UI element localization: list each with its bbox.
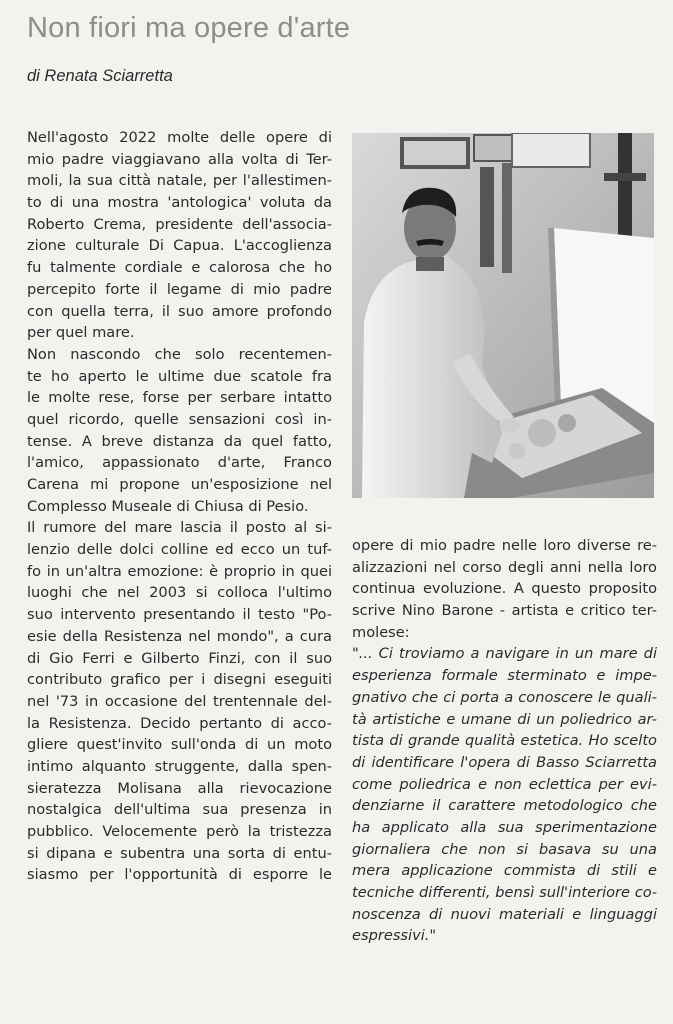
body-text-line: la Resistenza. Decido pertanto di acco- <box>27 714 332 732</box>
body-text-line: zione culturale Di Capua. L'accoglienza <box>27 237 332 255</box>
body-text-line: suo intervento presentando il testo "Po- <box>27 606 332 624</box>
body-text-line: tense. A breve distanza da quel fatto, <box>27 432 332 450</box>
body-text-line: sieratezza Molisana alla rievocazione <box>27 779 332 797</box>
quote-text-line: denziarne il carattere metodologico che <box>352 797 657 815</box>
body-text-line: di Gio Ferri e Gilberto Finzi, con il suo <box>27 649 332 667</box>
body-text-line: gliere quest'invito sull'onda di un moto <box>27 736 332 754</box>
article-title: Non fiori ma opere d'arte <box>27 12 351 44</box>
body-text-line: Complesso Museale di Chiusa di Pesio. <box>27 497 309 515</box>
body-text-line: si dipana e subentra una sorta di entu- <box>27 844 332 862</box>
quote-text-line: mera applicazione commista di stili e <box>352 862 657 880</box>
body-text-line: lenzio delle dolci colline ed ecco un tuf- <box>27 541 332 559</box>
quote-text-line: di identificare l'opera di Basso Sciarretta <box>352 753 657 771</box>
quote-text-line: giornaliera che non si basava su una <box>352 840 657 858</box>
body-text-line: molese: <box>352 623 410 641</box>
quote-text-line: come poliedrica e non eclettica per evi- <box>352 775 657 793</box>
quote-text-line: "... Ci troviamo a navigare in un mare di <box>352 645 657 663</box>
body-text-line: mio padre viaggiavano alla volta di Ter- <box>27 150 332 168</box>
quote-text-line: ha applicato alla sua sperimentazione <box>352 818 657 836</box>
body-text-line: per quel mare. <box>27 324 135 342</box>
body-text-line: contributo grafico per i disegni eseguiti <box>27 671 332 689</box>
quote-text-line: tista di grande qualità estetica. Ho scelto <box>352 732 657 750</box>
body-text-line: te ho aperto le ultime due scatole fra <box>27 367 332 385</box>
body-text-line: Carena mi propone un'esposizione nel <box>27 476 332 493</box>
body-text-line: esie della Resistenza nel mondo", a cura <box>27 627 332 645</box>
body-text-line: luoghi che nel 2003 si colloca l'ultimo <box>27 584 332 602</box>
body-text-line: quel ricordo, quelle sensazioni così in- <box>27 410 332 428</box>
left-text-column <box>27 127 332 886</box>
body-text-line: con quella terra, il suo amore profondo <box>27 302 332 320</box>
quote-text-line: tà artistiche e umane di un poliedrico ar- <box>352 710 657 728</box>
quote-text-line: espressivi." <box>352 927 437 945</box>
quote-text-line: esperienza formale sterminato e impe- <box>352 667 657 685</box>
body-text-line: opere di mio padre nelle loro diverse re- <box>352 537 657 554</box>
body-text-line: moli, la sua città natale, per l'allestimen- <box>27 172 332 190</box>
body-text-line: scrive Nino Barone - artista e critico ter- <box>352 602 657 620</box>
artist-photo <box>352 133 654 498</box>
body-text-line: Roberto Crema, presidente dell'associa- <box>27 215 332 233</box>
body-text-line: le molte rese, forse per serbare intatto <box>27 389 332 407</box>
body-text-line: to di una mostra 'antologica' voluta da <box>27 194 332 212</box>
body-text-line: siasmo per l'opportunità di esporre le <box>27 866 332 884</box>
quote-text-line: noscenza di nuovi materiali e linguaggi <box>352 905 657 923</box>
body-text-line: l'amico, appassionato d'arte, Franco <box>27 454 332 472</box>
quote-text-line: tecniche differenti, bensì sull'interiore co- <box>352 884 657 901</box>
body-text-line: Non nascondo che solo recentemen- <box>27 345 332 363</box>
body-text-line: alizzazioni nel corso degli anni nella loro <box>352 558 657 576</box>
body-text-line: nel '73 in occasione del trentennale del- <box>27 692 332 710</box>
right-text-column <box>352 535 657 947</box>
body-text-line: fu talmente cordiale e calorosa che ho <box>27 259 332 277</box>
quote-text-line: gnativo che ci porta a conoscere le quali- <box>352 688 657 706</box>
body-text-line: Nell'agosto 2022 molte delle opere di <box>27 129 332 146</box>
body-text-line: intimo alquanto struggente, dalla spen- <box>27 757 332 775</box>
body-text-line: fo in un'altra emozione: è proprio in quei <box>27 562 332 580</box>
article-author: di Renata Sciarretta <box>27 67 173 85</box>
body-text-line: percepito forte il legame di mio padre <box>27 280 332 298</box>
body-text-line: Il rumore del mare lascia il posto al si- <box>27 519 332 537</box>
body-text-line: continua evoluzione. A questo proposito <box>352 580 657 598</box>
body-text-line: nostalgica dell'ultima sua presenza in <box>27 801 332 819</box>
body-text-line: pubblico. Velocemente però la tristezza <box>27 823 332 840</box>
